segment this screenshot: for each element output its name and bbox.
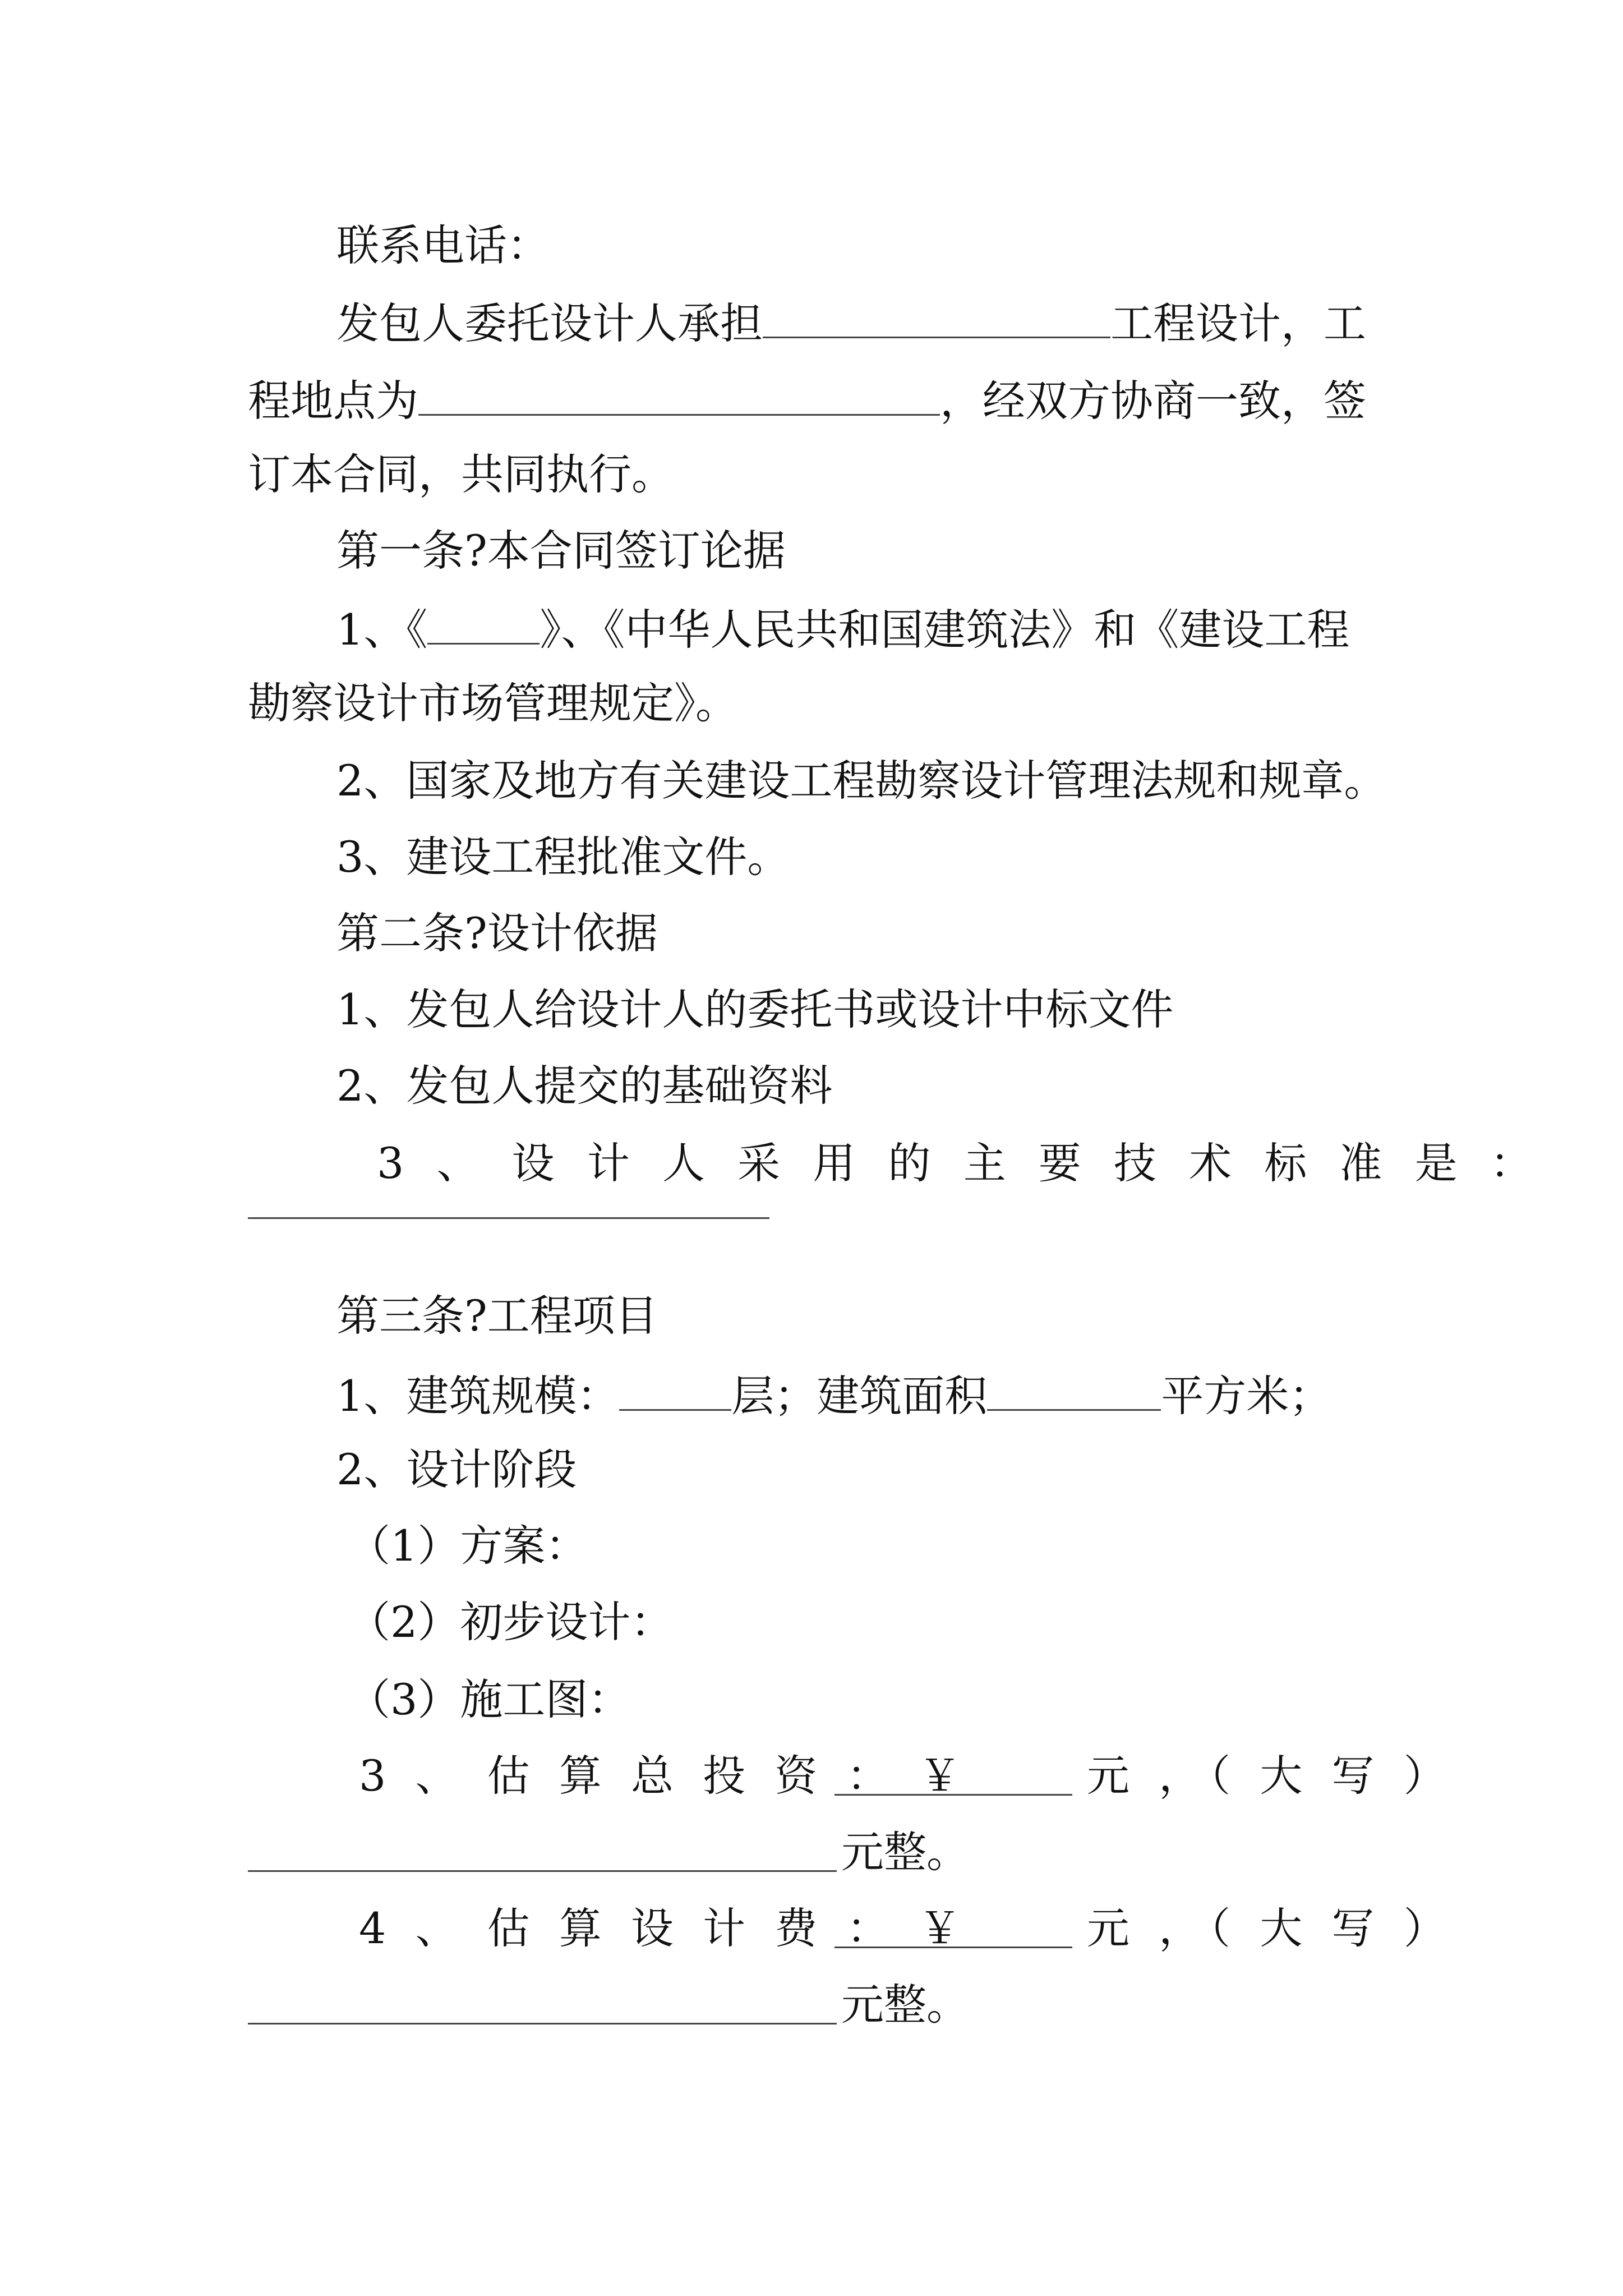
article-3-stage: 2、设计阶段 [336,1444,577,1494]
article-1-item-1-cont: 勘察设计市场管理规定》。 [248,678,738,728]
fee-uppercase-label: 元 ，（ 大 写 ） [1087,1903,1454,1953]
fee-uppercase-blank[interactable] [248,2023,837,2024]
intro-text-d: ，经双方协商一致，签 [940,376,1366,426]
estimated-fee-line [359,1903,969,1953]
scale-area-unit: 平方米； [1161,1371,1332,1421]
article-3-title: 第三条?工程项目 [336,1291,658,1341]
article-2-item-2: 2、发包人提交的基础资料 [336,1061,833,1111]
article-3-scale [336,1371,1332,1421]
article-1-item-2: 2、国家及地方有关建设工程勘察设计管理法规和规章。 [336,756,1387,806]
item-1-prefix: 1、《 [336,605,428,655]
intro-line-2 [248,376,1366,426]
investment-uppercase-blank[interactable] [248,1870,837,1872]
law-name-blank[interactable] [427,606,540,645]
stage-construction: （3）施工图： [348,1674,631,1724]
article-1-item-3: 3、建设工程批准文件。 [336,832,790,882]
fee-amount-blank[interactable] [834,1947,1072,1948]
project-name-blank[interactable] [763,300,1110,338]
fee-yuan-whole: 元整。 [841,1980,969,2030]
scale-label: 1、建筑规模： [336,1371,620,1421]
intro-line-3: 订本合同，共同执行。 [248,449,674,499]
article-2-item-3: 3 、 设 计 人 采 用 的 主 要 技 术 标 准 是 ： [377,1138,1542,1188]
article-1-item-1 [336,605,1350,655]
intro-text-c: 程地点为 [248,376,418,426]
estimated-investment-line [359,1751,969,1801]
standards-blank[interactable] [248,1217,769,1219]
intro-text-b: 工程设计，工 [1110,298,1366,348]
investment-amount-blank[interactable] [834,1794,1072,1796]
project-location-blank[interactable] [418,377,940,416]
item-1-rest: 》、《中华人民共和国建筑法》和《建设工程 [540,605,1350,655]
contact-phone-label: 联系电话： [336,220,550,270]
stage-scheme: （1）方案： [348,1521,588,1571]
floors-blank[interactable] [619,1372,731,1411]
intro-text-a: 发包人委托设计人承担 [336,298,763,348]
investment-uppercase-label: 元 ，（ 大 写 ） [1087,1751,1454,1801]
area-blank[interactable] [987,1372,1161,1411]
fee-label: 4 、 估 算 设 计 费 ： ￥ [359,1903,969,1953]
stage-preliminary: （2）初步设计： [348,1597,674,1647]
investment-label: 3 、 估 算 总 投 资 ： ￥ [359,1751,969,1801]
intro-line-1 [336,298,1366,348]
scale-floors-label: 层；建筑面积 [731,1371,988,1421]
article-1-title: 第一条?本合同签订论据 [336,526,786,576]
investment-yuan-whole: 元整。 [841,1827,969,1877]
article-2-item-1: 1、发包人给设计人的委托书或设计中标文件 [336,984,1174,1034]
article-2-title: 第二条?设计依据 [336,908,658,958]
